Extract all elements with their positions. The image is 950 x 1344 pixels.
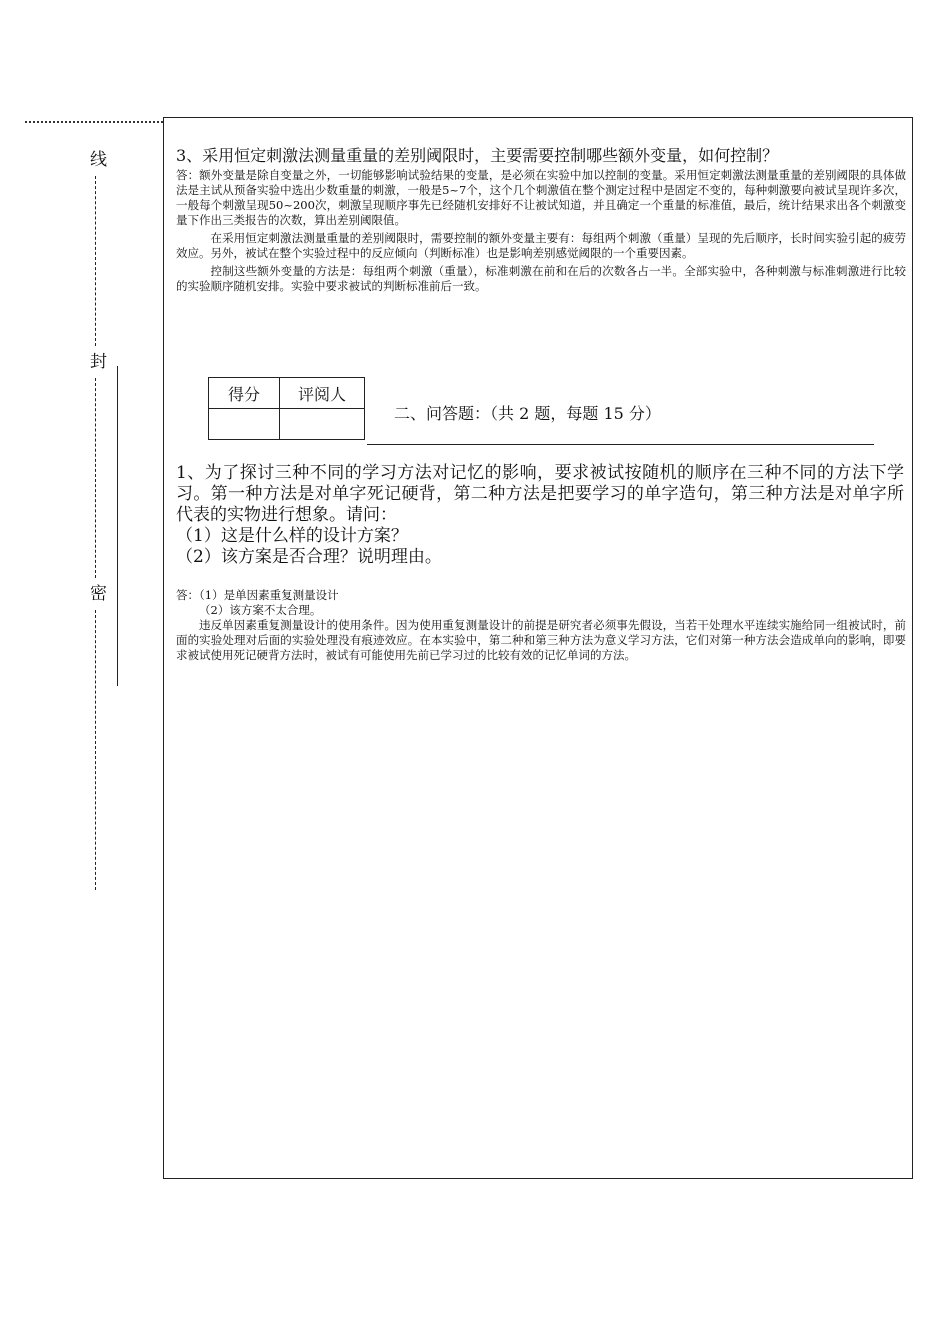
- q1-answer-line-2: （2）该方案不太合理。: [199, 603, 322, 617]
- top-dotted-line: [25, 121, 163, 123]
- score-cell[interactable]: [209, 409, 280, 440]
- question-3-title: 3、采用恒定刺激法测量重量的差别阈限时，主要需要控制哪些额外变量，如何控制？: [176, 146, 779, 165]
- q3-answer-paragraph-3: 控制这些额外变量的方法是：每组两个刺激（重量），标准刺激在前和在后的次数各占一半。全部实验中，各种刺激与标准刺激进行比较的实验顺序随机安排。实验中要求被试的判断标准前后一致。: [176, 264, 906, 293]
- q3-answer-paragraph-1: 答：额外变量是除自变量之外，一切能够影响试验结果的变量，是必须在实验中加以控制的变量。采用恒定刺激法测量重量的差别阈限的具体做法是主试从预备实验中选出少数重量的刺激，一般是5~7个，这个几个刺激值在整个测定过程中是固定不变的，每种刺激要向被试呈现许多次，一般每个刺激呈现50~200次，刺激呈现顺序事先已经随机安排好不让被试知道，并且确定一个重量的标准值，最后，统计结果求出各个刺激变量下作出三类报告的次数，算出差别阈限值。: [176, 168, 906, 227]
- question-1-answer: [176, 588, 906, 663]
- score-header: 得分: [209, 378, 280, 409]
- question-1-sub-2: （2）该方案是否合理？说明理由。: [176, 547, 442, 567]
- q1-answer-line-3: 违反单因素重复测量设计的使用条件。因为使用重复测量设计的前提是研究者必须事先假设，当若干处理水平连续实施给同一组被试时，前面的实验处理对后面的实验处理没有痕迹效应。在本实验中，第二种和第三种方法为意义学习方法，它们对第一种方法会造成单向的影响，即要求被试使用死记硬背方法时，被试有可能使用先前已学习过的比较有效的记忆单词的方法。: [176, 618, 906, 662]
- section-2-title: 二、问答题：（共 2 题，每题 15 分）: [394, 404, 661, 423]
- question-3-answer: [176, 168, 906, 294]
- q1-answer-line-1: 答：（1）是单因素重复测量设计: [176, 588, 339, 602]
- reviewer-cell[interactable]: [280, 409, 365, 440]
- question-1-stem: 1、为了探讨三种不同的学习方法对记忆的影响，要求被试按随机的顺序在三种不同的方法下学习。第一种方法是对单字死记硬背，第二种方法是把要学习的单字造句，第三种方法是对单字所代表的实物进行想象。请问：: [176, 463, 904, 525]
- section-underline: [367, 444, 874, 445]
- reviewer-header: 评阅人: [280, 378, 365, 409]
- binding-solid-line: [117, 366, 118, 686]
- binding-char-xian: 线: [86, 150, 106, 167]
- binding-dash-2: [95, 378, 96, 578]
- binding-dash-1: [95, 176, 96, 346]
- score-table: [208, 377, 365, 440]
- binding-char-mi: 密: [86, 584, 106, 601]
- question-1-sub-1: （1）这是什么样的设计方案？: [176, 526, 408, 546]
- exam-page-frame: [163, 117, 913, 1179]
- question-1: [176, 463, 904, 568]
- binding-margin: [75, 140, 125, 900]
- q3-answer-paragraph-2: 在采用恒定刺激法测量重量的差别阈限时，需要控制的额外变量主要有：每组两个刺激（重量）呈现的先后顺序，长时间实验引起的疲劳效应。另外，被试在整个实验过程中的反应倾向（判断标准）也是影响差别感觉阈限的一个重要因素。: [176, 231, 906, 260]
- binding-dash-3: [95, 610, 96, 890]
- binding-char-feng: 封: [86, 352, 106, 369]
